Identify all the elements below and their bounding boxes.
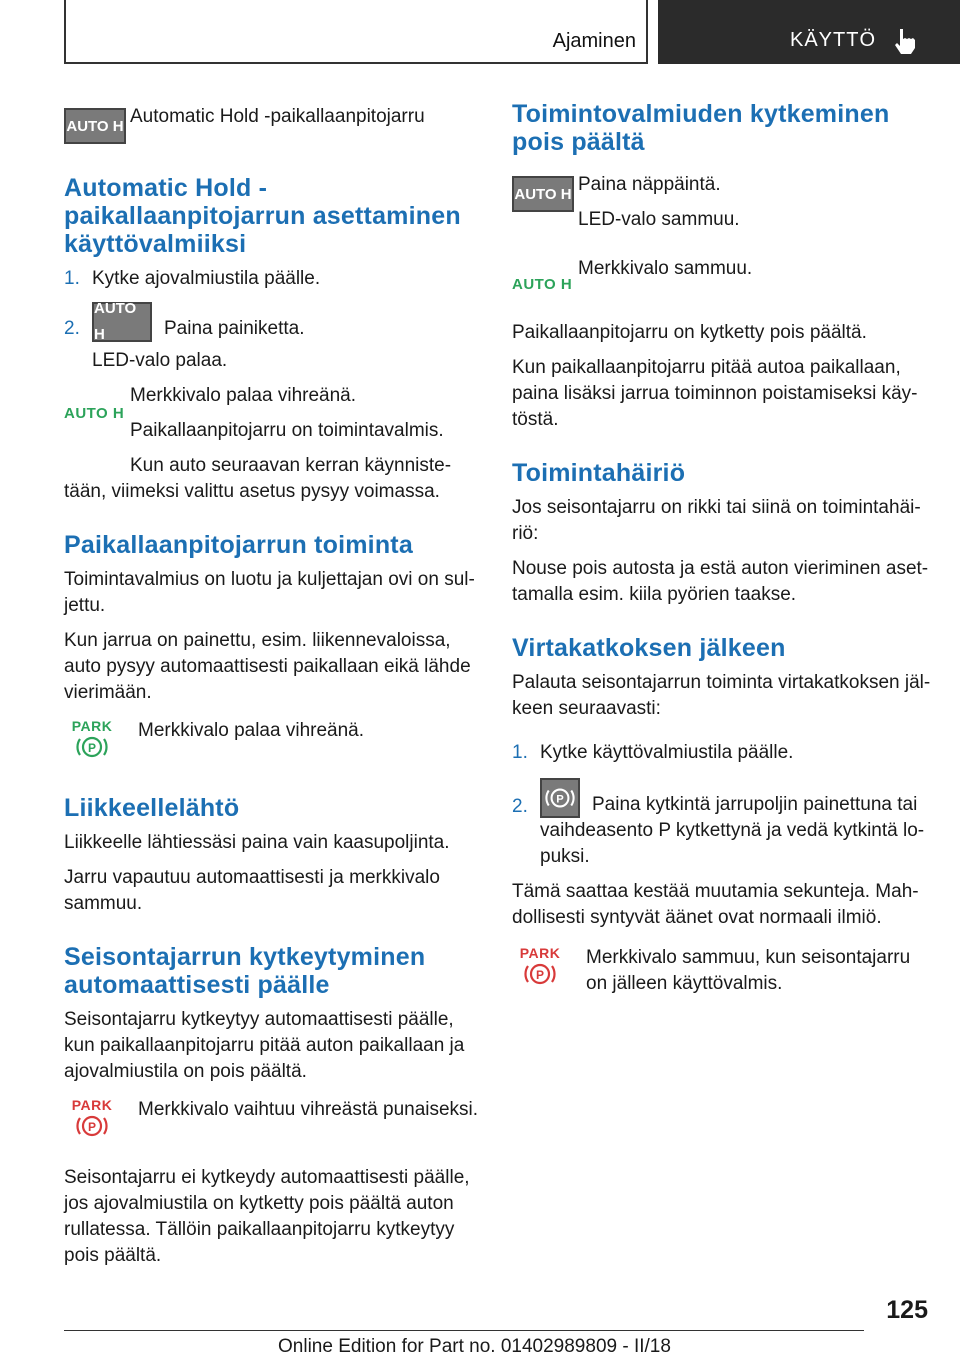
paragraph: Kun paikallaanpitojarru pitää autoa paikallaan, paina lisäksi jarrua toiminnon poistamiseksi käy-töstä.: [512, 357, 918, 430]
footer-divider: [64, 1330, 864, 1331]
list-number: 1.: [512, 742, 528, 763]
hand-pointer-icon: [890, 26, 920, 56]
left-column: [64, 100, 484, 1278]
led-text: LED-valo palaa.: [92, 350, 228, 371]
autoh-button-icon: AUTO H: [92, 302, 152, 342]
paragraph: Paikallaanpitojarru on kytketty pois päältä.: [512, 322, 867, 343]
lamp-text: Merkkivalo sammuu.: [578, 258, 753, 279]
list-text: Kytke ajovalmiustila päälle.: [92, 268, 321, 289]
heading-autohold-enable: Automatic Hold -paikallaanpitojarrun asettaminen käyttövalmiiksi: [64, 174, 461, 258]
instruction-text: Paina näppäintä.: [578, 174, 721, 195]
heading-virta: Virtakatkoksen jälkeen: [512, 634, 786, 662]
paragraph: Jos seisontajarru on rikki tai siinä on toimintahäi-riö:: [512, 497, 921, 544]
step2-text: Paina painiketta.: [164, 318, 305, 339]
lamp-text: Paikallaanpitojarru on toimintavalmis.: [130, 420, 444, 441]
paragraph: Seisontajarru ei kytkeydy automaattisesti päälle, jos ajovalmiustila on kytketty pois päältä auton rullatessa. Tällöin paikallaanpitojarru kytkeytyy pois päältä.: [64, 1167, 470, 1266]
right-column: [512, 100, 932, 1006]
instruction-text: LED-valo sammuu.: [578, 209, 740, 230]
park-red-indicator-icon: PARK P: [519, 945, 561, 982]
park-brake-button-icon: [540, 778, 580, 818]
list-item: [512, 740, 932, 766]
svg-text:P: P: [87, 741, 97, 755]
park-green-indicator-icon: PARK P: [71, 718, 113, 755]
heading-seisonta: Seisontajarrun kytkeytyminen automaattisesti päälle: [64, 943, 426, 999]
paragraph: Jarru vapautuu automaattisesti ja merkkivalo sammuu.: [64, 867, 440, 914]
lamp-text: Merkkivalo palaa vihreänä.: [138, 720, 365, 741]
list-number: 1.: [64, 268, 80, 289]
autoh-button-icon: AUTO H: [512, 176, 574, 212]
list-item: [64, 266, 484, 292]
list-text: Paina kytkintä jarrupoljin painettuna tai vaihdeasento P kytkettynä ja vedä kytkintä lo-puksi.: [540, 794, 925, 867]
svg-text:P: P: [87, 1120, 97, 1134]
svg-text:P: P: [556, 793, 564, 806]
paragraph: Liikkeelle lähtiessäsi paina vain kaasupoljinta.: [64, 832, 450, 853]
section-title: Ajaminen: [552, 30, 636, 52]
paragraph: Palauta seisontajarrun toiminta virtakatkoksen jäl-keen seuraavasti:: [512, 672, 931, 719]
list-text: Kytke käyttövalmiustila päälle.: [540, 742, 794, 763]
autoh-indicator-icon: AUTO H: [64, 405, 125, 422]
paragraph: Toimintavalmius on luotu ja kuljettajan ovi on sul-jettu.: [64, 569, 475, 616]
lamp-text: Merkkivalo sammuu, kun seisontajarru on jälleen käyttövalmis.: [586, 947, 911, 994]
paragraph: Nouse pois autosta ja estä auton vieriminen aset-tamalla esim. kiila pyörien taakse.: [512, 558, 929, 605]
lamp-text: Merkkivalo vaihtuu vihreästä punaiseksi.: [138, 1099, 479, 1120]
autoh-indicator-icon: AUTO H: [512, 276, 573, 293]
heading-toiminta: Paikallaanpitojarrun toiminta: [64, 531, 413, 559]
svg-text:P: P: [535, 968, 545, 982]
page-number: 125: [886, 1296, 928, 1324]
list-number: 2.: [64, 318, 80, 339]
heading-liikkeelle: Liikkeellelähtö: [64, 794, 240, 822]
lamp-text: Merkkivalo palaa vihreänä.: [130, 385, 357, 406]
paragraph: Kun jarrua on painettu, esim. liikennevaloissa, auto pysyy automaattisesti paikallaan eikä lähde vierimään.: [64, 630, 471, 703]
autoh-caption: Automatic Hold -paikallaanpitojarru: [130, 106, 425, 127]
paragraph: Tämä saattaa kestää muutamia sekunteja. Mah-dollisesti syntyvät äänet ovat normaali ilmiö.: [512, 881, 919, 928]
autoh-button-icon: AUTO H: [64, 108, 126, 144]
list-number: 2.: [512, 796, 528, 817]
heading-pois: Toimintovalmiuden kytkeminen pois päältä: [512, 100, 890, 156]
park-red-indicator-icon: PARK P: [71, 1097, 113, 1134]
heading-hairio: Toimintahäiriö: [512, 459, 686, 487]
list-item: [512, 778, 932, 870]
paragraph: Kun auto seuraavan kerran käynniste-tään, viimeksi valittu asetus pysyy voimassa.: [64, 455, 452, 502]
list-item: [64, 302, 484, 374]
chapter-tab-label: KÄYTTÖ: [790, 29, 877, 51]
edition-text: Online Edition for Part no. 01402989809 - II/18: [278, 1336, 671, 1357]
paragraph: Seisontajarru kytkeytyy automaattisesti päälle, kun paikallaanpitojarru pitää auton paikallaan ja ajovalmiustila on pois päältä.: [64, 1009, 465, 1082]
